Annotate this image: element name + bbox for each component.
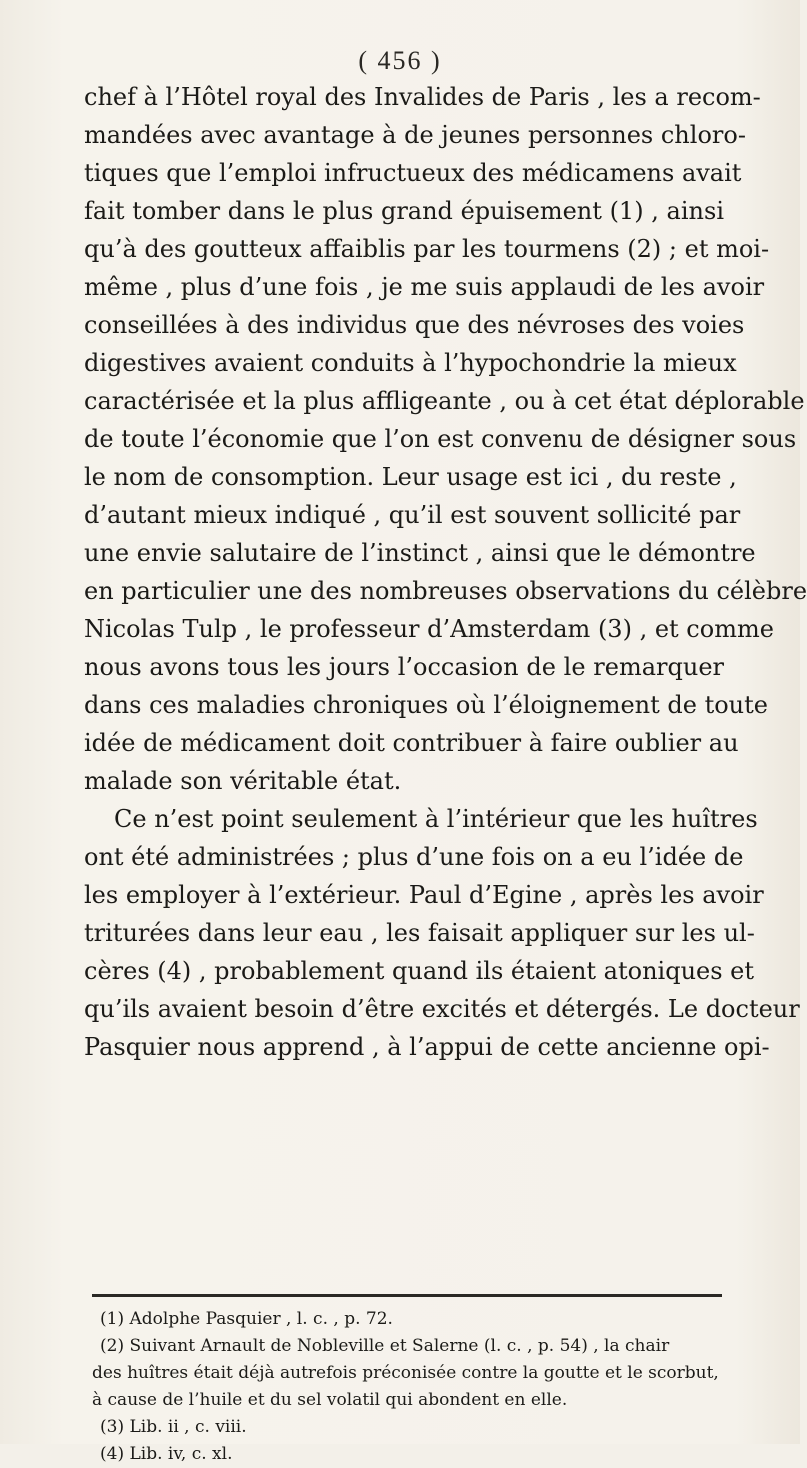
text-line: qu’à des goutteux affaiblis par les tourmens (2) ; et moi- xyxy=(84,235,770,263)
footnote: (2) Suivant Arnault de Nobleville et Salerne (l. c. , p. 54) , la chair xyxy=(100,1336,670,1356)
text-line: nous avons tous les jours l’occasion de le remarquer xyxy=(84,653,724,681)
text-line: Pasquier nous apprend , à l’appui de cette ancienne opi- xyxy=(84,1033,770,1061)
text-line: malade son véritable état. xyxy=(84,767,402,795)
text-line: fait tomber dans le plus grand épuisement (1) , ainsi xyxy=(84,197,724,225)
footnote-divider xyxy=(92,1294,722,1297)
text-line: les employer à l’extérieur. Paul d’Egine , après les avoir xyxy=(84,881,764,909)
footnotes xyxy=(92,1306,722,1468)
footnote-continuation: des huîtres était déjà autrefois préconisée contre la goutte et le scorbut, xyxy=(92,1363,719,1383)
text-line: conseillées à des individus que des névroses des voies xyxy=(84,311,745,339)
text-line: de toute l’économie que l’on est convenu de désigner sous xyxy=(84,425,797,453)
text-line: le nom de consomption. Leur usage est ici , du reste , xyxy=(84,463,737,491)
footnote: (3) Lib. ii , c. viii. xyxy=(100,1417,247,1437)
footnote-continuation: à cause de l’huile et du sel volatil qui abondent en elle. xyxy=(92,1390,568,1410)
text-line: caractérisée et la plus affligeante , ou à cet état déplorable xyxy=(84,387,805,415)
text-line: idée de médicament doit contribuer à faire oublier au xyxy=(84,729,739,757)
text-line-paragraph-start: Ce n’est point seulement à l’intérieur que les huîtres xyxy=(114,805,758,833)
text-line: même , plus d’une fois , je me suis applaudi de les avoir xyxy=(84,273,765,301)
text-line: digestives avaient conduits à l’hypochondrie la mieux xyxy=(84,349,737,377)
text-line: triturées dans leur eau , les faisait appliquer sur les ul- xyxy=(84,919,755,947)
text-line: qu’ils avaient besoin d’être excités et détergés. Le docteur xyxy=(84,995,800,1023)
text-line: cères (4) , probablement quand ils étaient atoniques et xyxy=(84,957,755,985)
text-line: tiques que l’emploi infructueux des médicamens avait xyxy=(84,159,742,187)
text-line: ont été administrées ; plus d’une fois on a eu l’idée de xyxy=(84,843,744,871)
main-text xyxy=(84,78,807,1066)
text-line: d’autant mieux indiqué , qu’il est souvent sollicité par xyxy=(84,501,741,529)
text-line: en particulier une des nombreuses observations du célèbre xyxy=(84,577,807,605)
footnote: (1) Adolphe Pasquier , l. c. , p. 72. xyxy=(100,1309,393,1329)
text-line: Nicolas Tulp , le professeur d’Amsterdam (3) , et comme xyxy=(84,615,774,643)
page-number: ( 456 ) xyxy=(358,46,442,75)
text-line: dans ces maladies chroniques où l’éloignement de toute xyxy=(84,691,768,719)
footnote: (4) Lib. iv, c. xl. xyxy=(100,1444,233,1464)
text-line: une envie salutaire de l’instinct , ainsi que le démontre xyxy=(84,539,756,567)
text-line: mandées avec avantage à de jeunes personnes chloro- xyxy=(84,121,746,149)
text-line: chef à l’Hôtel royal des Invalides de Paris , les a recom- xyxy=(84,83,761,111)
